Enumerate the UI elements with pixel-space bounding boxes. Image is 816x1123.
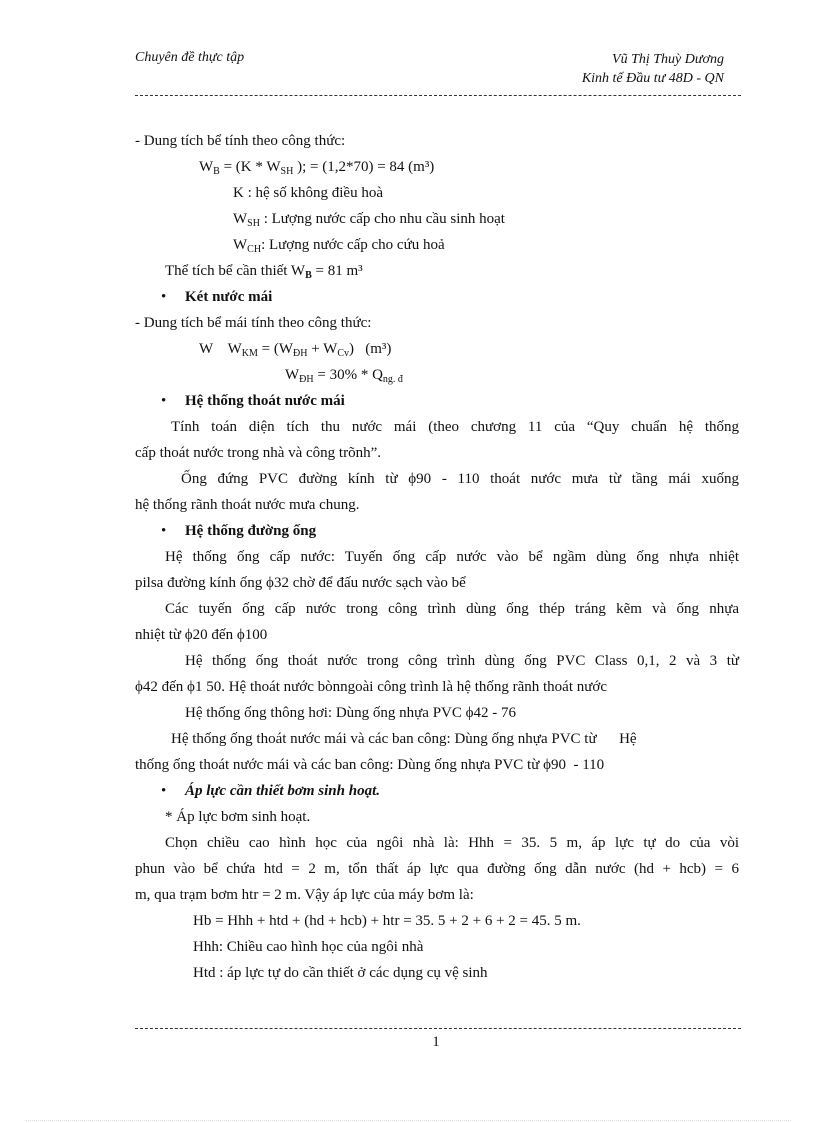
text-line: Các tuyến ống cấp nước trong công trình dùng ống thép tráng kẽm và ống nhựa [165, 601, 739, 617]
formula-line: Hb = Hhh + htd + (hd + hcb) + htr = 35. 5 + 2 + 6 + 2 = 45. 5 m. [193, 913, 581, 929]
page-body [135, 128, 739, 986]
page-number: 1 [432, 1034, 440, 1050]
bullet-heading: • Áp lực cần thiết bơm sinh hoạt. [135, 778, 739, 804]
text-line: Hệ thống ống cấp nước: Tuyến ống cấp nước vào bể ngầm dùng ống nhựa nhiệt [165, 549, 739, 565]
text-line: Htd : áp lực tự do cần thiết ở các dụng cụ vệ sinh [193, 965, 488, 981]
text-line: $W_{CH}$: Lượng nước cấp cho cứu hoả [233, 237, 445, 255]
header-author-class: Kinh tế Đầu tư 48D - QN [581, 71, 724, 86]
header-author [582, 50, 724, 88]
bullet-icon: • [161, 289, 167, 305]
header-rule [135, 95, 741, 96]
text-line: pilsa đường kính ống ϕ32 chờ để đấu nước sạch vào bể [135, 575, 466, 591]
text-line: - Dung tích bể tính theo công thức: [135, 133, 346, 149]
formula-line: $W_B = (K * W_{SH}$ ); = (1,2*70) = 84 (m³) [199, 159, 435, 177]
text-line: $W_{SH}$ : Lượng nước cấp cho nhu cầu sinh hoạt [233, 211, 505, 229]
footer-rule [135, 1028, 741, 1029]
text-line: Thể tích bể cần thiết $W_B = 81$ m³ [165, 263, 363, 281]
page-bottom-border [25, 1120, 791, 1121]
text-line: - Dung tích bể mái tính theo công thức: [135, 315, 372, 331]
text-line: Hhh: Chiều cao hình học của ngôi nhà [193, 939, 424, 955]
text-line: Hệ thống ống thông hơi: Dùng ống nhựa PVC ϕ42 - 76 [185, 705, 517, 721]
text-line: nhiệt từ ϕ20 đến ϕ100 [135, 627, 268, 643]
text-line: Tính toán diện tích thu nước mái (theo chương 11 của “Quy chuẩn hệ thống [171, 419, 739, 435]
text-line: thống ống thoát nước mái và các ban công: Dùng ống nhựa PVC từ ϕ90 - 110 [135, 757, 605, 773]
bullet-heading: • Két nước mái [135, 284, 739, 310]
text-line: Ống đứng PVC đường kính từ ϕ90 - 110 thoát nước mưa từ tầng mái xuống [181, 471, 739, 487]
text-line: ϕ42 đến ϕ1 50. Hệ thoát nước bònngoài công trình là hệ thống rãnh thoát nước [135, 679, 607, 695]
text-line: Chọn chiều cao hình học của ngôi nhà là: Hhh = 35. 5 m, áp lực tự do của vòi [165, 835, 739, 851]
text-line: * Áp lực bơm sinh hoạt. [165, 809, 311, 825]
text-line: K : hệ số không điều hoà [233, 185, 383, 201]
bullet-icon: • [161, 393, 167, 409]
header-author-name: Vũ Thị Thuỳ Dương [612, 52, 724, 67]
text-line: cấp thoát nước trong nhà và công trõnh”. [135, 445, 381, 461]
text-line: m, qua trạm bơm htr = 2 m. Vậy áp lực của máy bơm là: [135, 887, 474, 903]
text-line: phun vào bể chứa htd = 2 m, tổn thất áp lực qua đường ống dẫn nước (hd + hcb) = 6 [135, 861, 739, 877]
formula-line: $W_{ĐH} = 30\% * Q_{ng. đ}$ [285, 367, 403, 385]
text-line: Hệ thống ống thoát nước mái và các ban công: Dùng ống nhựa PVC từ Hệ [171, 731, 637, 747]
bullet-icon: • [161, 783, 167, 799]
header-title: Chuyên đề thực tập [135, 50, 245, 65]
text-line: Hệ thống ống thoát nước trong công trình dùng ống PVC Class 0,1, 2 và 3 từ [185, 653, 739, 669]
text-line: hệ thống rãnh thoát nước mưa chung. [135, 497, 360, 513]
formula-line: W $W_{KM} = (W_{ĐH} + W_{Cv})$ (m³) [199, 341, 392, 359]
bullet-heading: • Hệ thống đường ống [135, 518, 739, 544]
page-header [135, 48, 740, 92]
bullet-icon: • [161, 523, 167, 539]
bullet-heading: • Hệ thống thoát nước mái [135, 388, 739, 414]
